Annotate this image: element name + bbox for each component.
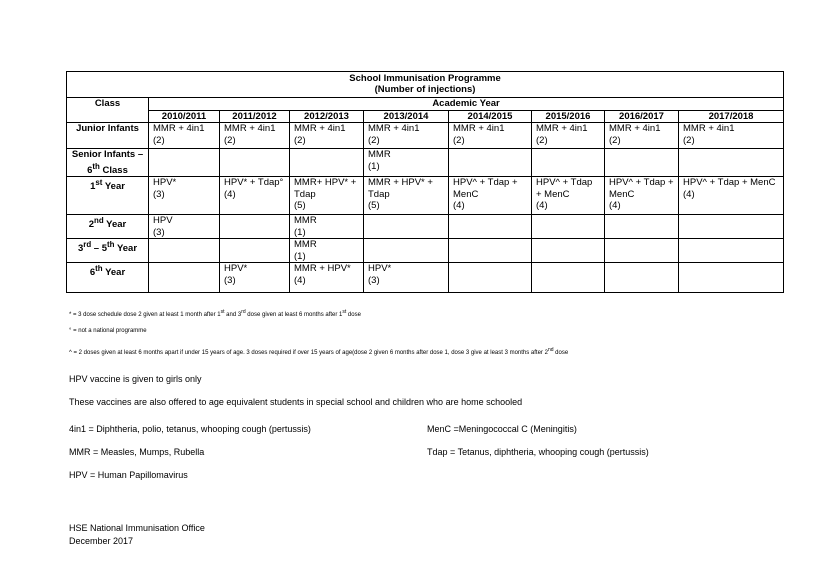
row-label-part: 3 xyxy=(77,243,84,255)
injection-count: (1) xyxy=(294,226,306,238)
schedule-cell xyxy=(605,215,679,239)
vaccine-list: MMR + 4in1 xyxy=(224,123,276,134)
definition-mmr: MMR = Measles, Mumps, Rubella xyxy=(69,447,205,457)
vaccine-list: MMR+ HPV* + Tdap xyxy=(294,177,357,200)
table-row xyxy=(67,263,784,293)
vaccine-list: MMR xyxy=(294,239,317,251)
year-header: 2013/2014 xyxy=(364,110,449,123)
row-label-part: 6 xyxy=(89,267,96,279)
injection-count: (4) xyxy=(294,274,306,286)
table-row xyxy=(67,177,784,215)
row-label-part: st xyxy=(95,178,103,188)
vaccine-list: MMR + 4in1 xyxy=(453,123,505,134)
schedule-cell xyxy=(679,263,784,293)
vaccine-list: HPV* + Tdap° xyxy=(224,177,284,189)
schedule-cell xyxy=(605,239,679,263)
schedule-cell xyxy=(149,123,220,149)
schedule-cell xyxy=(364,263,449,293)
schedule-cell xyxy=(679,149,784,177)
injection-count: (2) xyxy=(453,134,465,146)
year-header: 2014/2015 xyxy=(449,110,532,123)
class-header: Class xyxy=(67,98,149,123)
injection-count: (3) xyxy=(153,188,165,200)
schedule-cell xyxy=(679,239,784,263)
row-label xyxy=(67,215,149,239)
row-label-part: 2 xyxy=(88,219,95,231)
schedule-cell xyxy=(220,123,290,149)
schedule-cell xyxy=(290,177,364,215)
schedule-cell xyxy=(449,149,532,177)
schedule-cell xyxy=(220,239,290,263)
schedule-cell xyxy=(149,239,220,263)
vaccine-list: HPV xyxy=(153,215,173,227)
row-label-part: Year xyxy=(103,219,127,231)
schedule-cell xyxy=(605,123,679,149)
table-title: School Immunisation Programme xyxy=(349,73,501,84)
table-title-cell xyxy=(67,72,784,98)
schedule-cell xyxy=(532,239,605,263)
row-label xyxy=(67,263,149,293)
row-label xyxy=(67,177,149,215)
schedule-cell xyxy=(605,263,679,293)
schedule-cell xyxy=(149,177,220,215)
schedule-cell xyxy=(449,123,532,149)
vaccine-list: HPV^ + Tdap + MenC xyxy=(536,177,593,200)
table-row xyxy=(67,149,784,177)
row-label-part: 6 xyxy=(87,164,93,176)
row-label xyxy=(67,123,149,149)
definition-tdap: Tdap = Tetanus, diphtheria, whooping cough (pertussis) xyxy=(427,447,649,457)
schedule-cell xyxy=(220,177,290,215)
vaccine-list: HPV^ + Tdap + MenC xyxy=(609,177,674,200)
injection-count: (4) xyxy=(453,200,465,212)
vaccine-list: MMR + HPV* + Tdap xyxy=(368,177,433,200)
injection-count: (5) xyxy=(368,200,380,212)
schedule-cell xyxy=(449,215,532,239)
injection-count: (1) xyxy=(294,250,306,262)
vaccine-list: HPV^ + Tdap + MenC xyxy=(453,177,518,200)
injection-count: (2) xyxy=(683,134,695,146)
vaccine-list: MMR + 4in1 xyxy=(609,123,661,134)
schedule-cell xyxy=(532,215,605,239)
vaccine-list: MMR xyxy=(368,149,391,160)
special-school-note: These vaccines are also offered to age equivalent students in special school and children who are home schooled xyxy=(69,397,523,407)
schedule-cell xyxy=(679,215,784,239)
row-label-part: th xyxy=(92,161,100,171)
schedule-cell xyxy=(220,149,290,177)
row-label-part: rd xyxy=(83,240,92,250)
row-label-part: th xyxy=(95,264,103,274)
schedule-cell xyxy=(290,123,364,149)
row-label-part: Year xyxy=(114,243,138,255)
injection-count: (4) xyxy=(224,188,236,200)
row-label-part: – 5 xyxy=(91,243,108,255)
year-header: 2016/2017 xyxy=(605,110,679,123)
table-subtitle: (Number of injections) xyxy=(374,84,476,95)
vaccine-list: MMR + 4in1 xyxy=(683,123,735,134)
schedule-cell xyxy=(149,149,220,177)
injection-count: (2) xyxy=(224,134,236,146)
schedule-cell xyxy=(364,215,449,239)
schedule-cell xyxy=(679,123,784,149)
schedule-cell xyxy=(605,177,679,215)
row-label xyxy=(67,149,149,177)
year-header: 2017/2018 xyxy=(679,110,784,123)
injection-count: (5) xyxy=(294,200,306,212)
row-label-part: th xyxy=(107,240,115,250)
vaccine-list: MMR + 4in1 xyxy=(536,123,588,134)
injection-count: (2) xyxy=(153,134,165,146)
table-row xyxy=(67,123,784,149)
academic-year-header: Academic Year xyxy=(149,98,784,111)
row-label-part: nd xyxy=(94,216,104,226)
definition-4in1: 4in1 = Diphtheria, polio, tetanus, whooping cough (pertussis) xyxy=(69,424,311,434)
injection-count: (4) xyxy=(609,200,621,212)
schedule-cell xyxy=(364,149,449,177)
year-header: 2012/2013 xyxy=(290,110,364,123)
injection-count: (2) xyxy=(368,134,380,146)
definition-menc: MenC =Meningococcal C (Meningitis) xyxy=(427,424,577,434)
table-row xyxy=(67,239,784,263)
injection-count: (4) xyxy=(683,188,695,200)
footer-office: HSE National Immunisation Office xyxy=(69,523,205,533)
schedule-cell xyxy=(364,239,449,263)
vaccine-list: MMR xyxy=(294,215,317,227)
injection-count: (4) xyxy=(536,200,548,212)
note-caret: ^ = 2 doses given at least 6 months apart if under 15 years of age. 3 doses required if over 15 years of age(dose 2 given 6 months after dose 1, dose 3 give at least 3 months after 2nd dose xyxy=(69,347,569,356)
injection-count: (2) xyxy=(294,134,306,146)
year-header: 2010/2011 xyxy=(149,110,220,123)
schedule-cell xyxy=(364,123,449,149)
injection-count: (3) xyxy=(224,274,236,286)
schedule-cell xyxy=(220,263,290,293)
schedule-cell xyxy=(149,215,220,239)
definition-hpv: HPV = Human Papillomavirus xyxy=(69,470,188,480)
note-asterisk: * = 3 dose schedule dose 2 given at least 1 month after 1st and 3rd dose given at least 6 months after 1st dose xyxy=(69,309,361,318)
immunisation-schedule-table xyxy=(66,71,784,293)
row-label-part: Year xyxy=(102,267,126,279)
schedule-cell xyxy=(290,215,364,239)
row-label-part: Class xyxy=(99,164,128,176)
schedule-cell xyxy=(364,177,449,215)
schedule-cell xyxy=(290,149,364,177)
injection-count: (2) xyxy=(609,134,621,146)
row-label-part: Junior Infants xyxy=(76,123,139,134)
schedule-cell xyxy=(449,239,532,263)
vaccine-list: HPV* xyxy=(368,263,392,275)
row-label-part: Year xyxy=(102,181,125,193)
year-header: 2011/2012 xyxy=(220,110,290,123)
schedule-cell xyxy=(532,177,605,215)
vaccine-list: MMR + 4in1 xyxy=(368,123,420,134)
note-degree: ° = not a national programme xyxy=(69,328,147,334)
vaccine-list: MMR + HPV* xyxy=(294,263,351,275)
hpv-girls-note: HPV vaccine is given to girls only xyxy=(69,374,202,384)
vaccine-list: MMR + 4in1 xyxy=(294,123,346,134)
schedule-cell xyxy=(532,123,605,149)
vaccine-list: HPV* xyxy=(153,177,177,189)
vaccine-list: HPV^ + Tdap + MenC xyxy=(683,177,776,189)
schedule-cell xyxy=(605,149,679,177)
schedule-cell xyxy=(290,239,364,263)
row-label-part: 1 xyxy=(90,181,96,193)
schedule-cell xyxy=(532,149,605,177)
vaccine-list: HPV* xyxy=(224,263,248,275)
injection-count: (3) xyxy=(368,274,380,286)
schedule-cell xyxy=(149,263,220,293)
schedule-cell xyxy=(449,177,532,215)
row-label-part: Senior Infants – xyxy=(71,149,144,160)
injection-count: (2) xyxy=(536,134,548,146)
injection-count: (3) xyxy=(153,226,165,238)
schedule-cell xyxy=(220,215,290,239)
schedule-cell xyxy=(449,263,532,293)
table-row xyxy=(67,215,784,239)
vaccine-list: MMR + 4in1 xyxy=(153,123,205,134)
schedule-cell xyxy=(290,263,364,293)
footer-date: December 2017 xyxy=(69,536,134,546)
row-label xyxy=(67,239,149,263)
year-header: 2015/2016 xyxy=(532,110,605,123)
injection-count: (1) xyxy=(368,160,380,172)
schedule-cell xyxy=(532,263,605,293)
schedule-cell xyxy=(679,177,784,215)
